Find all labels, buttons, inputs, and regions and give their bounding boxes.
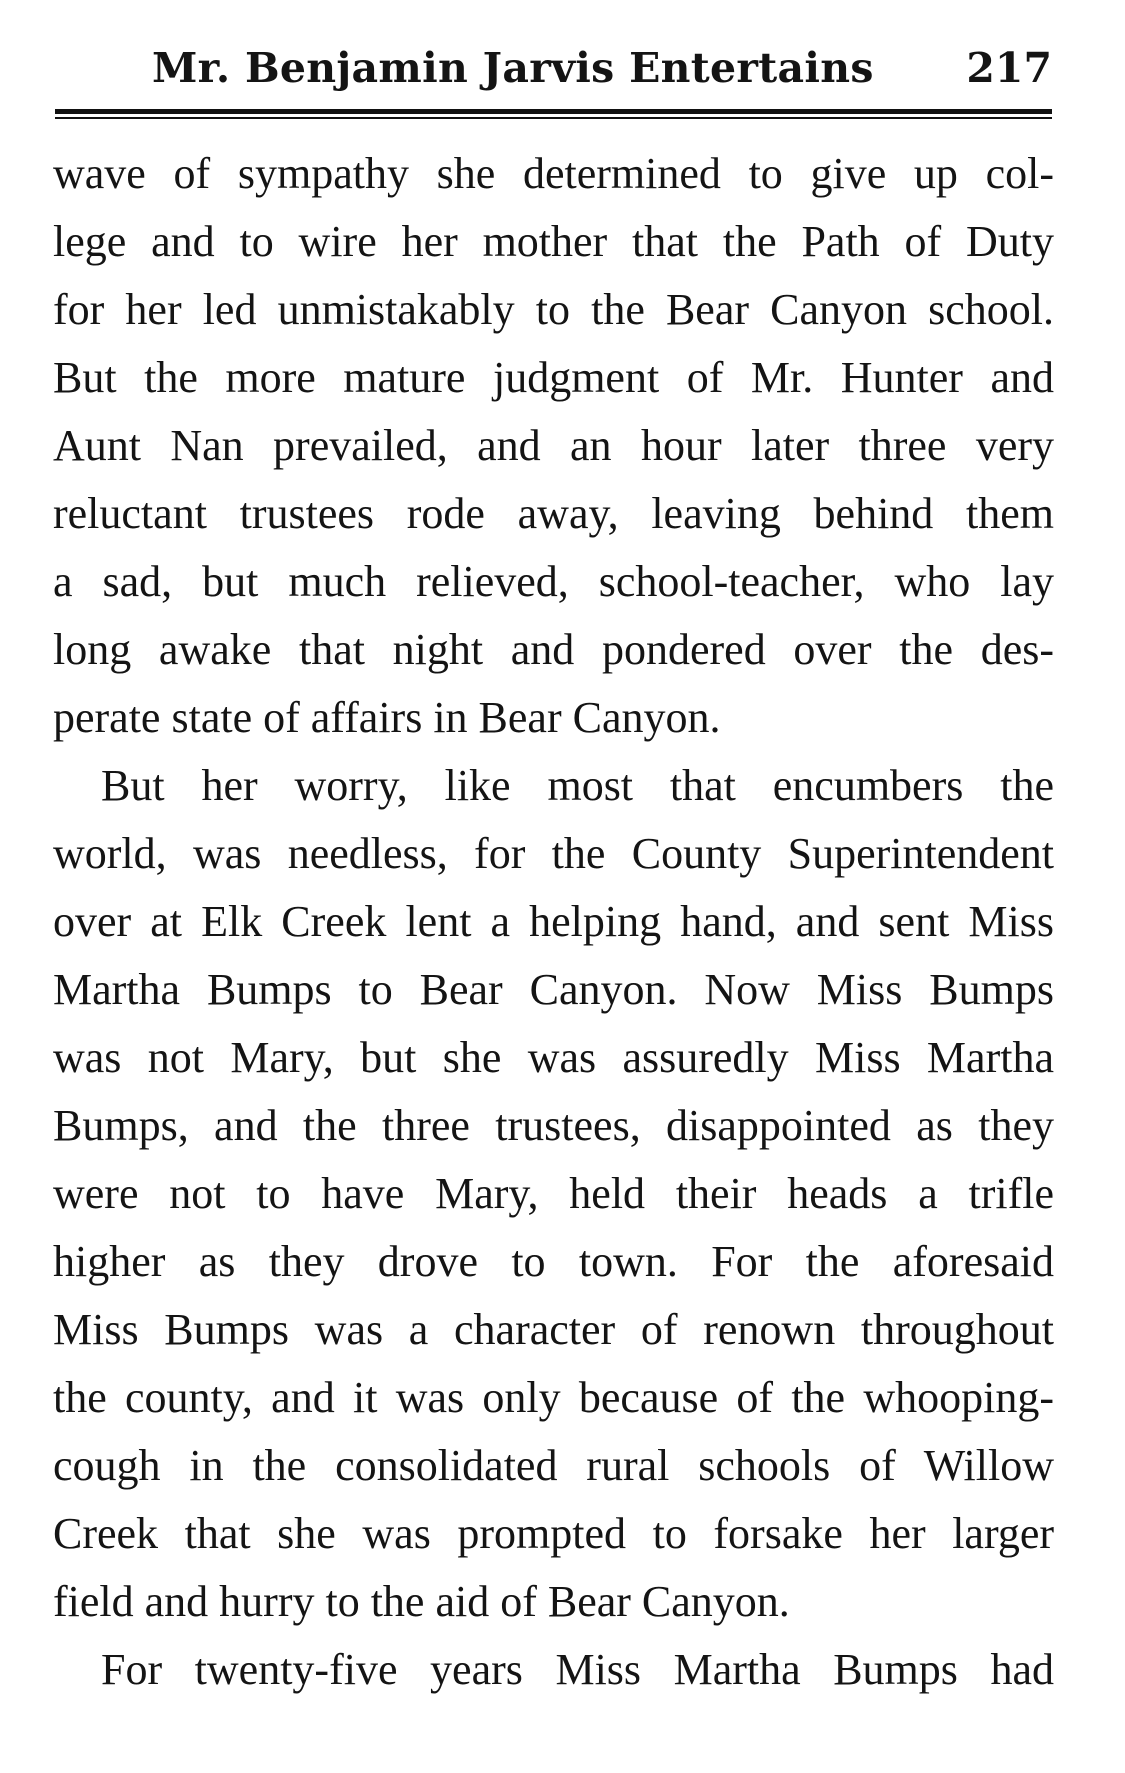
paragraph-start-line: But her worry, like most that encumbers the [101, 761, 1054, 810]
text-line: wave of sympathy she determined to give up col- [53, 149, 1054, 198]
text-line: But the more mature judgment of Mr. Hunter and [53, 353, 1054, 402]
text-line: world, was needless, for the County Superintendent [53, 829, 1054, 878]
text-line: over at Elk Creek lent a helping hand, and sent Miss [53, 897, 1054, 946]
text-line: Aunt Nan prevailed, and an hour later three very [53, 421, 1054, 470]
header-rule-thick [55, 109, 1052, 114]
text-line: Creek that she was prompted to forsake her larger [53, 1509, 1054, 1558]
text-line: Miss Bumps was a character of renown throughout [53, 1305, 1054, 1354]
header-rule-thin [55, 117, 1052, 119]
text-line: a sad, but much relieved, school-teacher, who lay [53, 557, 1054, 606]
text-line: were not to have Mary, held their heads a trifle [53, 1169, 1054, 1218]
text-line: for her led unmistakably to the Bear Canyon school. [53, 285, 1054, 334]
body-text [53, 140, 1054, 1704]
text-line: the county, and it was only because of the whooping- [53, 1373, 1054, 1422]
text-line: lege and to wire her mother that the Path of Duty [53, 217, 1054, 266]
text-line: long awake that night and pondered over the des- [53, 625, 1054, 674]
paragraph-end-line: perate state of affairs in Bear Canyon. [53, 693, 721, 742]
page-number: 217 [966, 44, 1052, 92]
text-line: higher as they drove to town. For the aforesaid [53, 1237, 1054, 1286]
text-line: Bumps, and the three trustees, disappointed as they [53, 1101, 1054, 1150]
paragraph-start-line: For twenty-five years Miss Martha Bumps had [101, 1645, 1054, 1694]
text-line: was not Mary, but she was assuredly Miss Martha [53, 1033, 1054, 1082]
running-head [152, 44, 1052, 100]
text-line: cough in the consolidated rural schools of Willow [53, 1441, 1054, 1490]
paragraph-end-line: field and hurry to the aid of Bear Canyon. [53, 1577, 790, 1626]
chapter-title: Mr. Benjamin Jarvis Entertains [152, 44, 874, 92]
text-line: Martha Bumps to Bear Canyon. Now Miss Bumps [53, 965, 1054, 1014]
text-line: reluctant trustees rode away, leaving behind them [53, 489, 1054, 538]
